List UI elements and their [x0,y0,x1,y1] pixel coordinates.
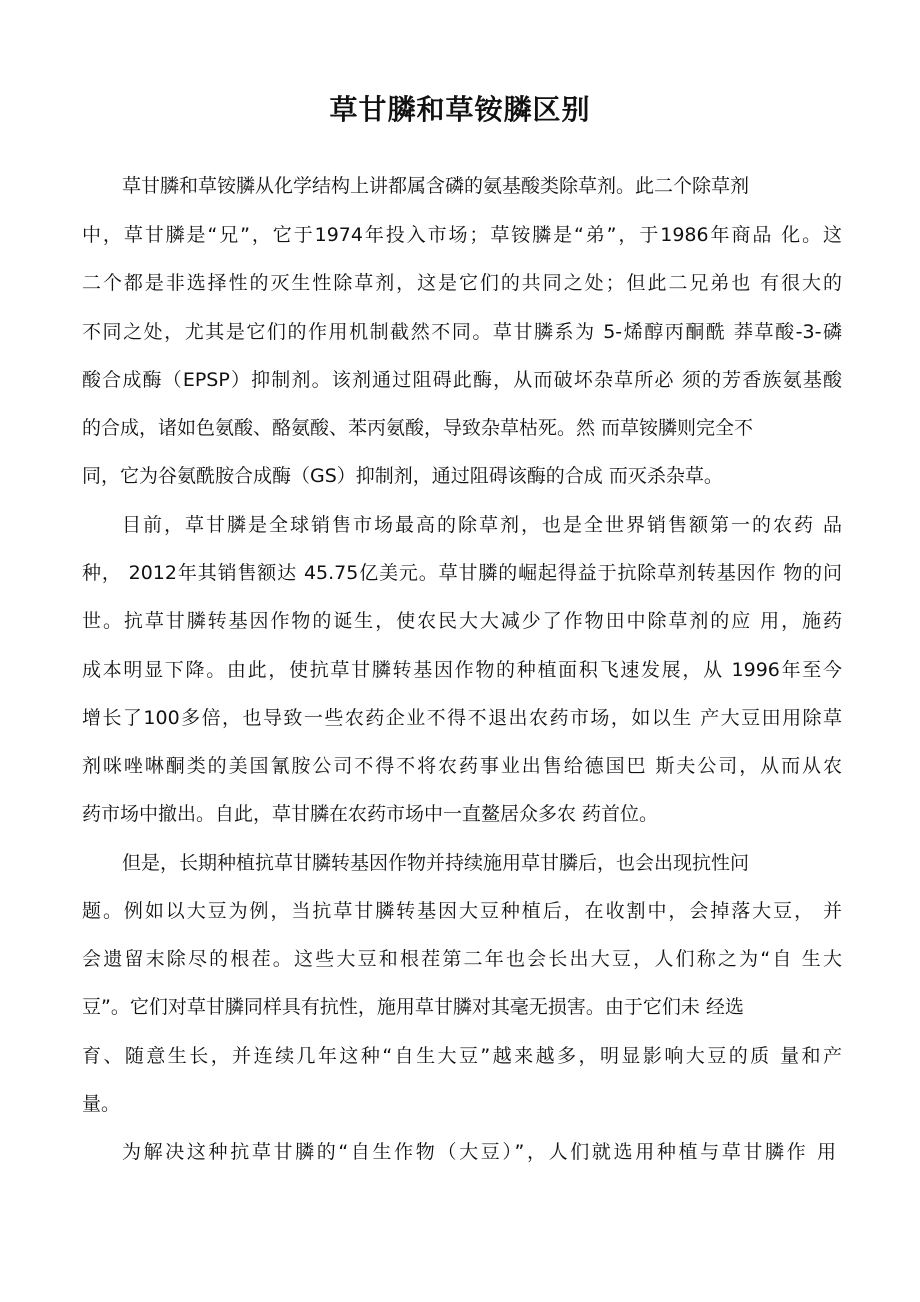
paragraph-2-line-7: 药市场中撤出。自此，草甘膦在农药市场中一直鳌居众多农 药首位。 [82,803,659,825]
paragraph-2-line-3: 世。抗草甘膦转基因作物的诞生，使农民大大减少了作物田中除草剂的应 用，施药 [82,610,842,632]
paragraph-2-line-4: 成本明显下降。由此，使抗草甘膦转基因作物的种植面积飞速发展，从 1996年至今 [82,659,842,681]
paragraph-3-line-4: 豆”。它们对草甘膦同样具有抗性，施用草甘膦对其毫无损害。由于它们未 经选 [82,996,744,1018]
paragraph-3-line-6: 量。 [82,1093,121,1115]
paragraph-1-line-7: 同，它为谷氨酰胺合成酶（GS）抑制剂，通过阻碍该酶的合成 而灭杀杂草。 [82,465,723,487]
paragraph-3-line-1: 但是，长期种植抗草甘膦转基因作物并持续施用草甘膦后，也会出现抗性问 [122,852,750,874]
paragraph-1-line-6: 的合成，诸如色氨酸、酪氨酸、苯丙氨酸，导致杂草枯死。然 而草铵膦则完全不 [82,417,754,439]
paragraph-1-line-5: 酸合成酶（EPSP）抑制剂。该剂通过阻碍此酶，从而破坏杂草所必 须的芳香族氨基酸 [82,369,842,391]
paragraph-3-line-2: 题。例如以大豆为例，当抗草甘膦转基因大豆种植后，在收割中，会掉落大豆， 并 [82,900,842,922]
paragraph-3-line-5: 育、随意生长，并连续几年这种“自生大豆”越来越多，明显影响大豆的质 量和产 [82,1045,842,1067]
paragraph-1-line-4: 不同之处，尤其是它们的作用机制截然不同。草甘膦系为 5-烯醇丙酮酰 莽草酸-3-磷 [82,321,842,343]
paragraph-2-line-2: 种， 2012年其销售额达 45.75亿美元。草甘膦的崛起得益于抗除草剂转基因作 物的问 [82,562,842,584]
paragraph-2-line-5: 增长了100多倍，也导致一些农药企业不得不退出农药市场，如以生 产大豆田用除草 [82,707,842,729]
paragraph-1-line-2: 中，草甘膦是“兄”，它于1974年投入市场；草铵膦是“弟”，于1986年商品 化。这 [82,224,842,246]
paragraph-2-line-6: 剂咪唑啉酮类的美国氰胺公司不得不将农药事业出售给德国巴 斯夫公司，从而从农 [82,755,842,777]
paragraph-4-line-1: 为解决这种抗草甘膦的“自生作物（大豆）”，人们就选用种植与草甘膦作 用 [122,1141,836,1163]
paragraph-1-line-1: 草甘膦和草铵膦从化学结构上讲都属含磷的氨基酸类除草剂。此二个除草剂 [122,175,750,197]
document-title: 草甘膦和草铵膦区别 [329,93,591,126]
paragraph-3-line-3: 会遗留末除尽的根茬。这些大豆和根茬第二年也会长出大豆，人们称之为“自 生大 [82,948,842,970]
paragraph-2-line-1: 目前，草甘膦是全球销售市场最高的除草剂，也是全世界销售额第一的农药 品 [122,514,842,536]
paragraph-1-line-3: 二个都是非选择性的灭生性除草剂，这是它们的共同之处；但此二兄弟也 有很大的 [82,272,842,294]
